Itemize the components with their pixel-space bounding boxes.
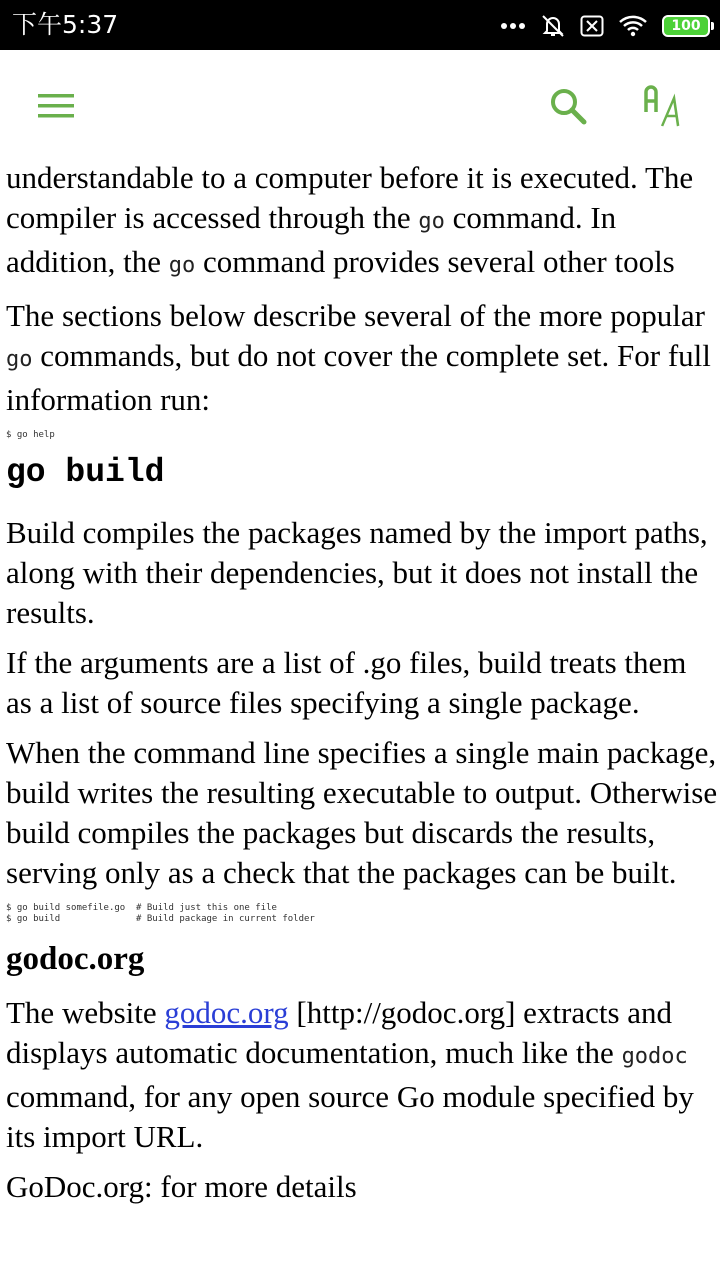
godoc-link[interactable]: godoc.org: [164, 995, 289, 1030]
inline-code-go: go: [418, 209, 445, 234]
inline-code-go: go: [168, 253, 196, 278]
mute-bell-icon: [540, 13, 566, 39]
battery-icon: [662, 15, 710, 37]
code-block-go-build: $ go build somefile.go # Build just this one file $ go build # Build package in current folder: [6, 903, 315, 924]
paragraph-godoc-website: The website godoc.org [http://godoc.org] extracts and displays automatic documentation, much like the godoc command, for any open source Go module specified by its import URL.: [6, 995, 694, 1154]
close-box-icon: [580, 15, 604, 37]
more-dots-icon: [500, 22, 526, 30]
inline-code-godoc: godoc: [621, 1044, 688, 1069]
status-bar: [0, 0, 720, 50]
status-icons: [500, 12, 710, 40]
inline-code-go: go: [6, 347, 33, 372]
paragraph-sections: The sections below describe several of the more popular go commands, but do not cover the complete set. For full information run:: [6, 298, 711, 417]
status-time: 下午5:37: [12, 10, 119, 39]
app-bar: [0, 50, 720, 160]
paragraph-main-package: When the command line specifies a single main package, build writes the resulting executable to output. Otherwise build compiles the packages but discards the results, serving only as a check that the packages can be built.: [6, 735, 718, 890]
paragraph-compiler: understandable to a computer before it is executed. The compiler is accessed through the go command. In addition, the go command provides several other tools: [6, 160, 694, 279]
heading-go-build: go build: [6, 454, 165, 491]
font-size-icon: [640, 84, 690, 132]
article-content: [6, 158, 718, 1280]
search-icon: [546, 84, 590, 128]
code-block-go-help: $ go help: [6, 430, 55, 440]
paragraph-go-files: If the arguments are a list of .go files, build treats them as a list of source files specifying a single package.: [6, 645, 687, 720]
battery-level: 100: [671, 18, 701, 34]
font-size-button[interactable]: [640, 84, 690, 132]
wifi-icon: [618, 14, 648, 38]
hamburger-menu-button[interactable]: [30, 88, 82, 124]
paragraph-build-compiles: Build compiles the packages named by the import paths, along with their dependencies, but it does not install the results.: [6, 515, 708, 630]
paragraph-cut-off: GoDoc.org: for more details: [6, 1169, 357, 1204]
heading-godoc-org: godoc.org: [6, 941, 145, 977]
hamburger-menu-icon: [30, 88, 82, 124]
search-button[interactable]: [546, 84, 590, 128]
